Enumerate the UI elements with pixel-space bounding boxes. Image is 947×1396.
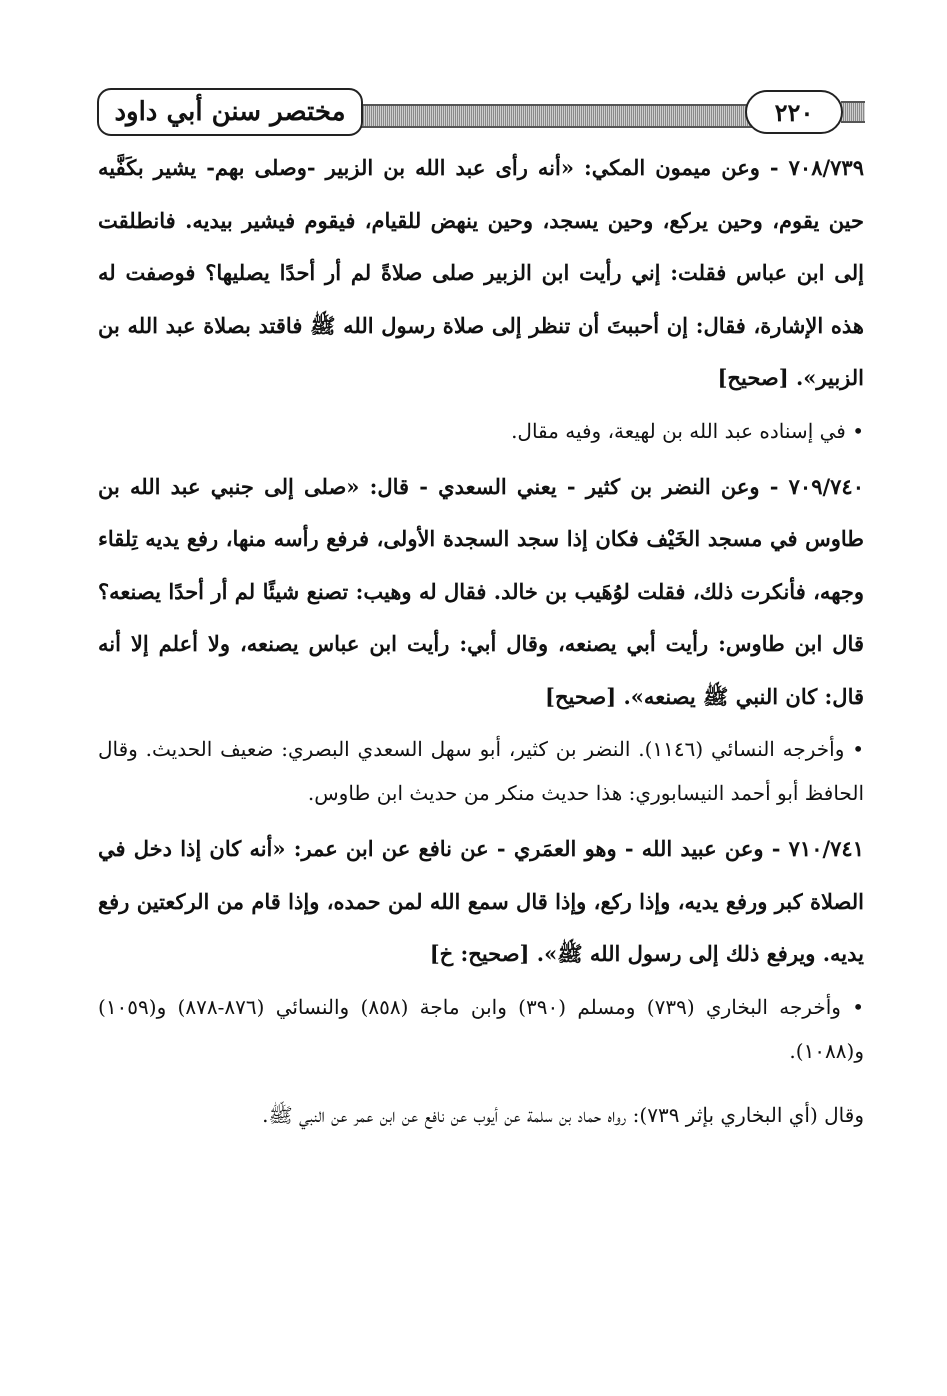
spacer [98,1081,864,1089]
header-rule [297,104,795,128]
header-rule-end [841,101,865,123]
note-708: • في إسناده عبد الله بن لهيعة، وفيه مقال. [511,418,864,443]
hadith-710: ٧١٠/٧٤١ - وعن عبيد الله - وهو العمَري - عن نافع عن ابن عمر: «أنه كان إذا دخل في الصلاة كبر ورفع يديه، وإذا ركع، وإذا قال سمع الله لمن حمده، وإذا قام من الركعتين رفع يديه. ويرفع ذلك إلى رسول الله ﷺ». [صحيح: خ] [98,836,864,966]
page-header [97,88,865,140]
page-number: ٢٢٠ [745,90,843,134]
hadith-708: ٧٠٨/٧٣٩ - وعن ميمون المكي: «أنه رأى عبد الله بن الزبير -وصلى بهم- يشير بكَفَّيه حين يقوم، وحين يركع، وحين يسجد، وحين ينهض للقيام، فيقوم فيشير بيديه. فانطلقت إلى ابن عباس فقلت: إني رأيت ابن الزبير صلى صلاةً لم أر أحدًا يصليها؟ فوصفت له هذه الإشارة، فقال: إن أحببتَ أن تنظر إلى صلاة رسول الله ﷺ فاقتد بصلاة عبد الله بن الزبير». [صحيح] [98,155,864,390]
note-709: • وأخرجه النسائي (١١٤٦). النضر بن كثير، أبو سهل السعدي البصري: ضعيف الحديث. وقال الحافظ أبو أحمد النيسابوري: هذا حديث منكر من حديث ابن طاوس. [98,737,864,805]
note-710: • وأخرجه البخاري (٧٣٩) ومسلم (٣٩٠) وابن ماجة (٨٥٨) والنسائي (٨٧٦-٨٧٨) و(١٠٥٩) و(١٠٨٨). [98,994,865,1063]
book-title: مختصر سنن أبي داود [97,88,363,136]
hadith-709: ٧٠٩/٧٤٠ - وعن النضر بن كثير - يعني السعدي - قال: «صلى إلى جنبي عبد الله بن طاوس في مسجد الخَيْف فكان إذا سجد السجدة الأولى، فرفع رأسه منها، رفع يديه تِلقاء وجهه، فأنكرت ذلك، فقلت لوُهَيب بن خالد. فقال له وهيب: تصنع شيئًا لم أر أحدًا يصنعه؟ قال ابن طاوس: رأيت أبي يصنعه، وقال أبي: رأيت ابن عباس يصنعه، ولا أعلم إلا أنه قال: كان النبي ﷺ يصنعه». [صحيح] [98,473,864,709]
note-bukhari-comment: وقال (أي البخاري بإثر ٧٣٩): رواه حماد بن سلمة عن أيوب عن نافع عن ابن عمر عن النبي ﷺ. [262,1102,864,1127]
page-body [98,142,864,1145]
